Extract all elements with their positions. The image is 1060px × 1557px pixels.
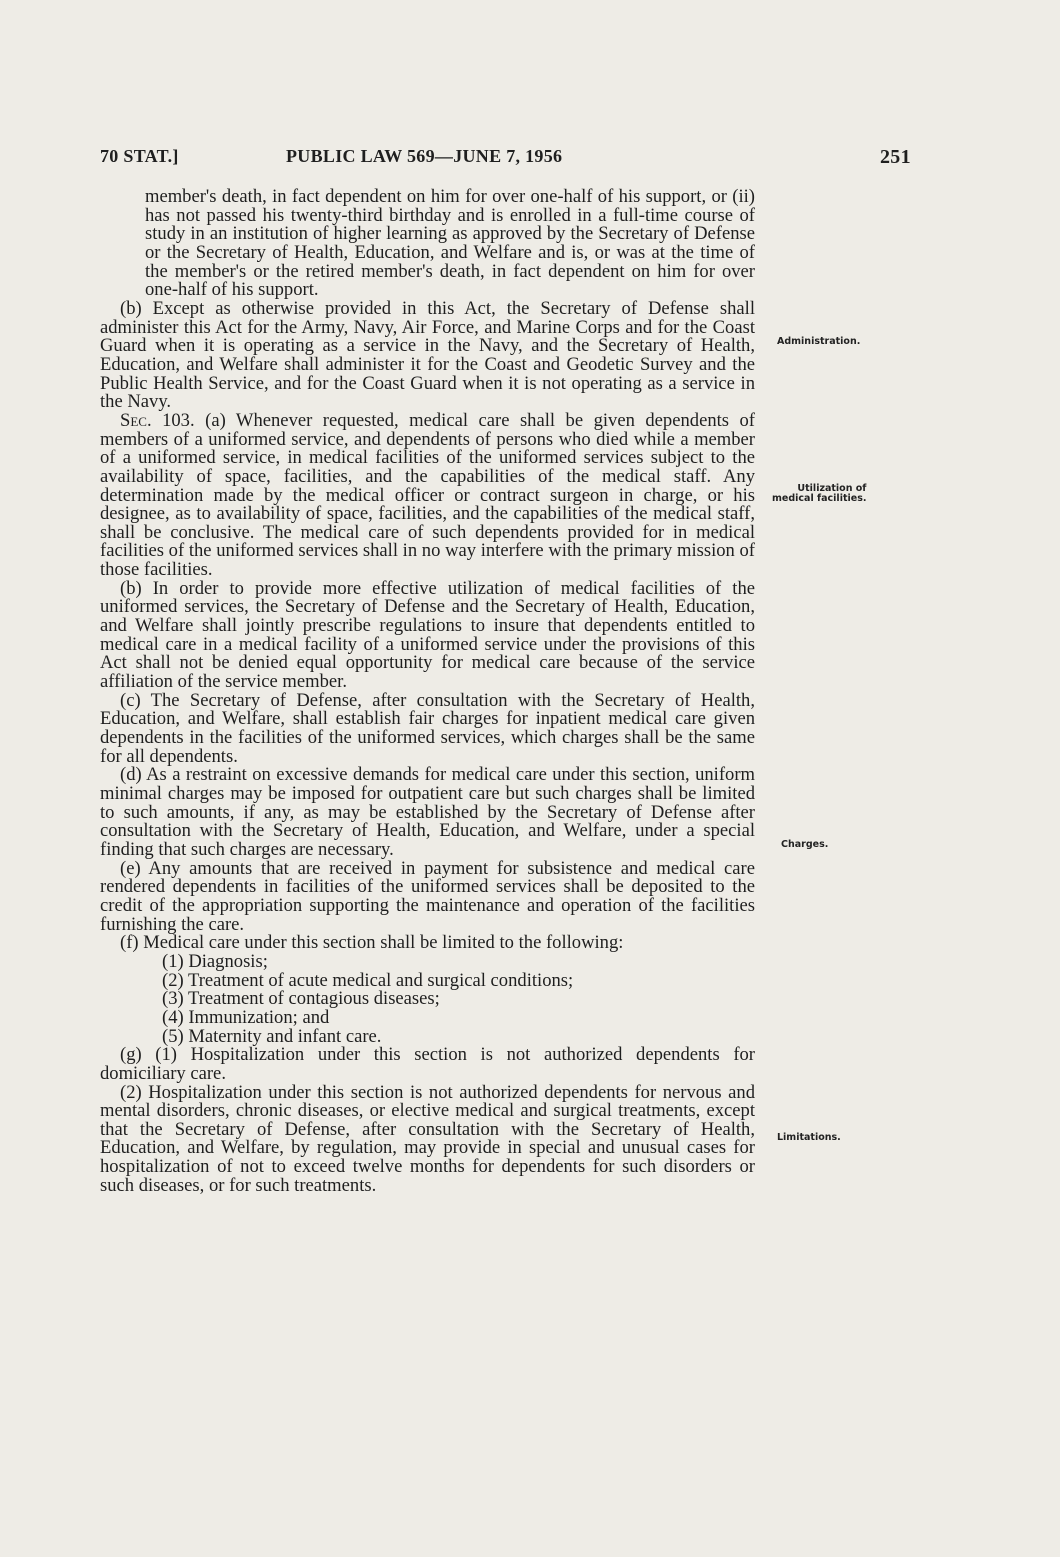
paragraph-administration: (b) Except as otherwise provided in this Act, the Secretary of Defense shall administer this Act for the Army, Navy, Air Force, and Marine Corps and for the Coast Guard when it is operating as a service in the Navy, and the Secretary of Health, Education, and Welfare shall administer it for the Coast and Geodetic Survey and the Public Health Service, and for the Coast Guard when it is not operating as a service in the Navy. [100, 297, 755, 413]
paragraph-e-amounts: (e) Any amounts that are received in payment for subsistence and medical care rendered dependents in facilities of the uniformed services shall be deposited to the credit of the appropriation supporting the maintenance and operation of the facilities furnishing the care. [100, 857, 755, 935]
margin-note-utilization: Utilization of medical facilities. [772, 483, 867, 504]
header-title: PUBLIC LAW 569—JUNE 7, 1956 [286, 146, 563, 166]
body-text [100, 188, 755, 1195]
margin-note-charges: Charges. [781, 839, 829, 850]
paragraph-f-limitations: (f) Medical care under this section shall be limited to the following: [120, 932, 624, 954]
paragraph-d-restraint: (d) As a restraint on excessive demands for medical care under this section, uniform minimal charges may be imposed for outpatient care but such charges shall be limited to such amounts, if any, as may be established by the Secretary of Defense after consultation with the Secretary of Health, Education, and Welfare, under a special finding that such charges are necessary. [100, 764, 755, 860]
paragraph-c-charges: (c) The Secretary of Defense, after consultation with the Secretary of Health, Education, and Welfare, shall establish fair charges for inpatient medical care given dependents in the facilities of the uniformed services, which charges shall be the same for all dependents. [100, 689, 755, 767]
page-number: 251 [880, 146, 911, 168]
section-text: (a) Whenever requested, medical care shall be given dependents of members of a uniformed service, and dependents of persons who died while a member of a uniformed service, in medical facilities of the uniformed services subject to the availability of space, facilities, and the capabilities of the medical staff. Any determination made by the medical officer or contract surgeon in charge, or his designee, as to availability of space, facilities, and the capabilities of the medical staff, shall be conclusive. The medical care of such dependents provided for in medical facilities of the uniformed services shall in no way interfere with the primary mission of those facilities. [100, 409, 755, 581]
margin-note-administration: Administration. [777, 336, 861, 347]
list-item: (4) Immunization; and [162, 1006, 330, 1028]
running-header [100, 146, 920, 172]
list-item: (2) Treatment of acute medical and surgical conditions; [162, 969, 574, 991]
list-item: (5) Maternity and infant care. [162, 1025, 382, 1047]
paragraph-b-utilization: (b) In order to provide more effective utilization of medical facilities of the uniformed services, the Secretary of Defense and the Secretary of Health, Education, and Welfare shall jointly prescribe regulations to insure that dependents entitled to medical care in a medical facility of a uniformed service under the provisions of this Act shall not be denied equal opportunity for medical care because of the service affiliation of the service member. [100, 577, 755, 693]
section-label: Sec. 103. [120, 409, 195, 431]
list-item: (1) Diagnosis; [162, 950, 268, 972]
margin-note-limitations: Limitations. [777, 1132, 841, 1143]
paragraph-sec-103-a [100, 409, 755, 581]
paragraph-g-2: (2) Hospitalization under this section is not authorized dependents for nervous and mental disorders, chronic diseases, or elective medical and surgical treatments, except that the Secretary of Defense, after consultation with the Secretary of Health, Education, and Welfare, by regulation, may provide in special and unusual cases for hospitalization of not to exceed twelve months for dependents for such disorders or such diseases, or for such treatments. [100, 1081, 755, 1196]
paragraph-g-1: (g) (1) Hospitalization under this section is not authorized dependents for domiciliary care. [100, 1044, 755, 1084]
list-item: (3) Treatment of contagious diseases; [162, 988, 440, 1010]
header-volume: 70 STAT.] [100, 146, 179, 166]
paragraph-continuation: member's death, in fact dependent on him for over one-half of his support, or (ii) has not passed his twenty-third birthday and is enrolled in a full-time course of study in an institution of higher learning as approved by the Secretary of Defense or the Secretary of Health, Education, and Welfare and is, or was at the time of the member's or the retired member's death, in fact dependent on him for over one-half of his support. [145, 186, 755, 301]
